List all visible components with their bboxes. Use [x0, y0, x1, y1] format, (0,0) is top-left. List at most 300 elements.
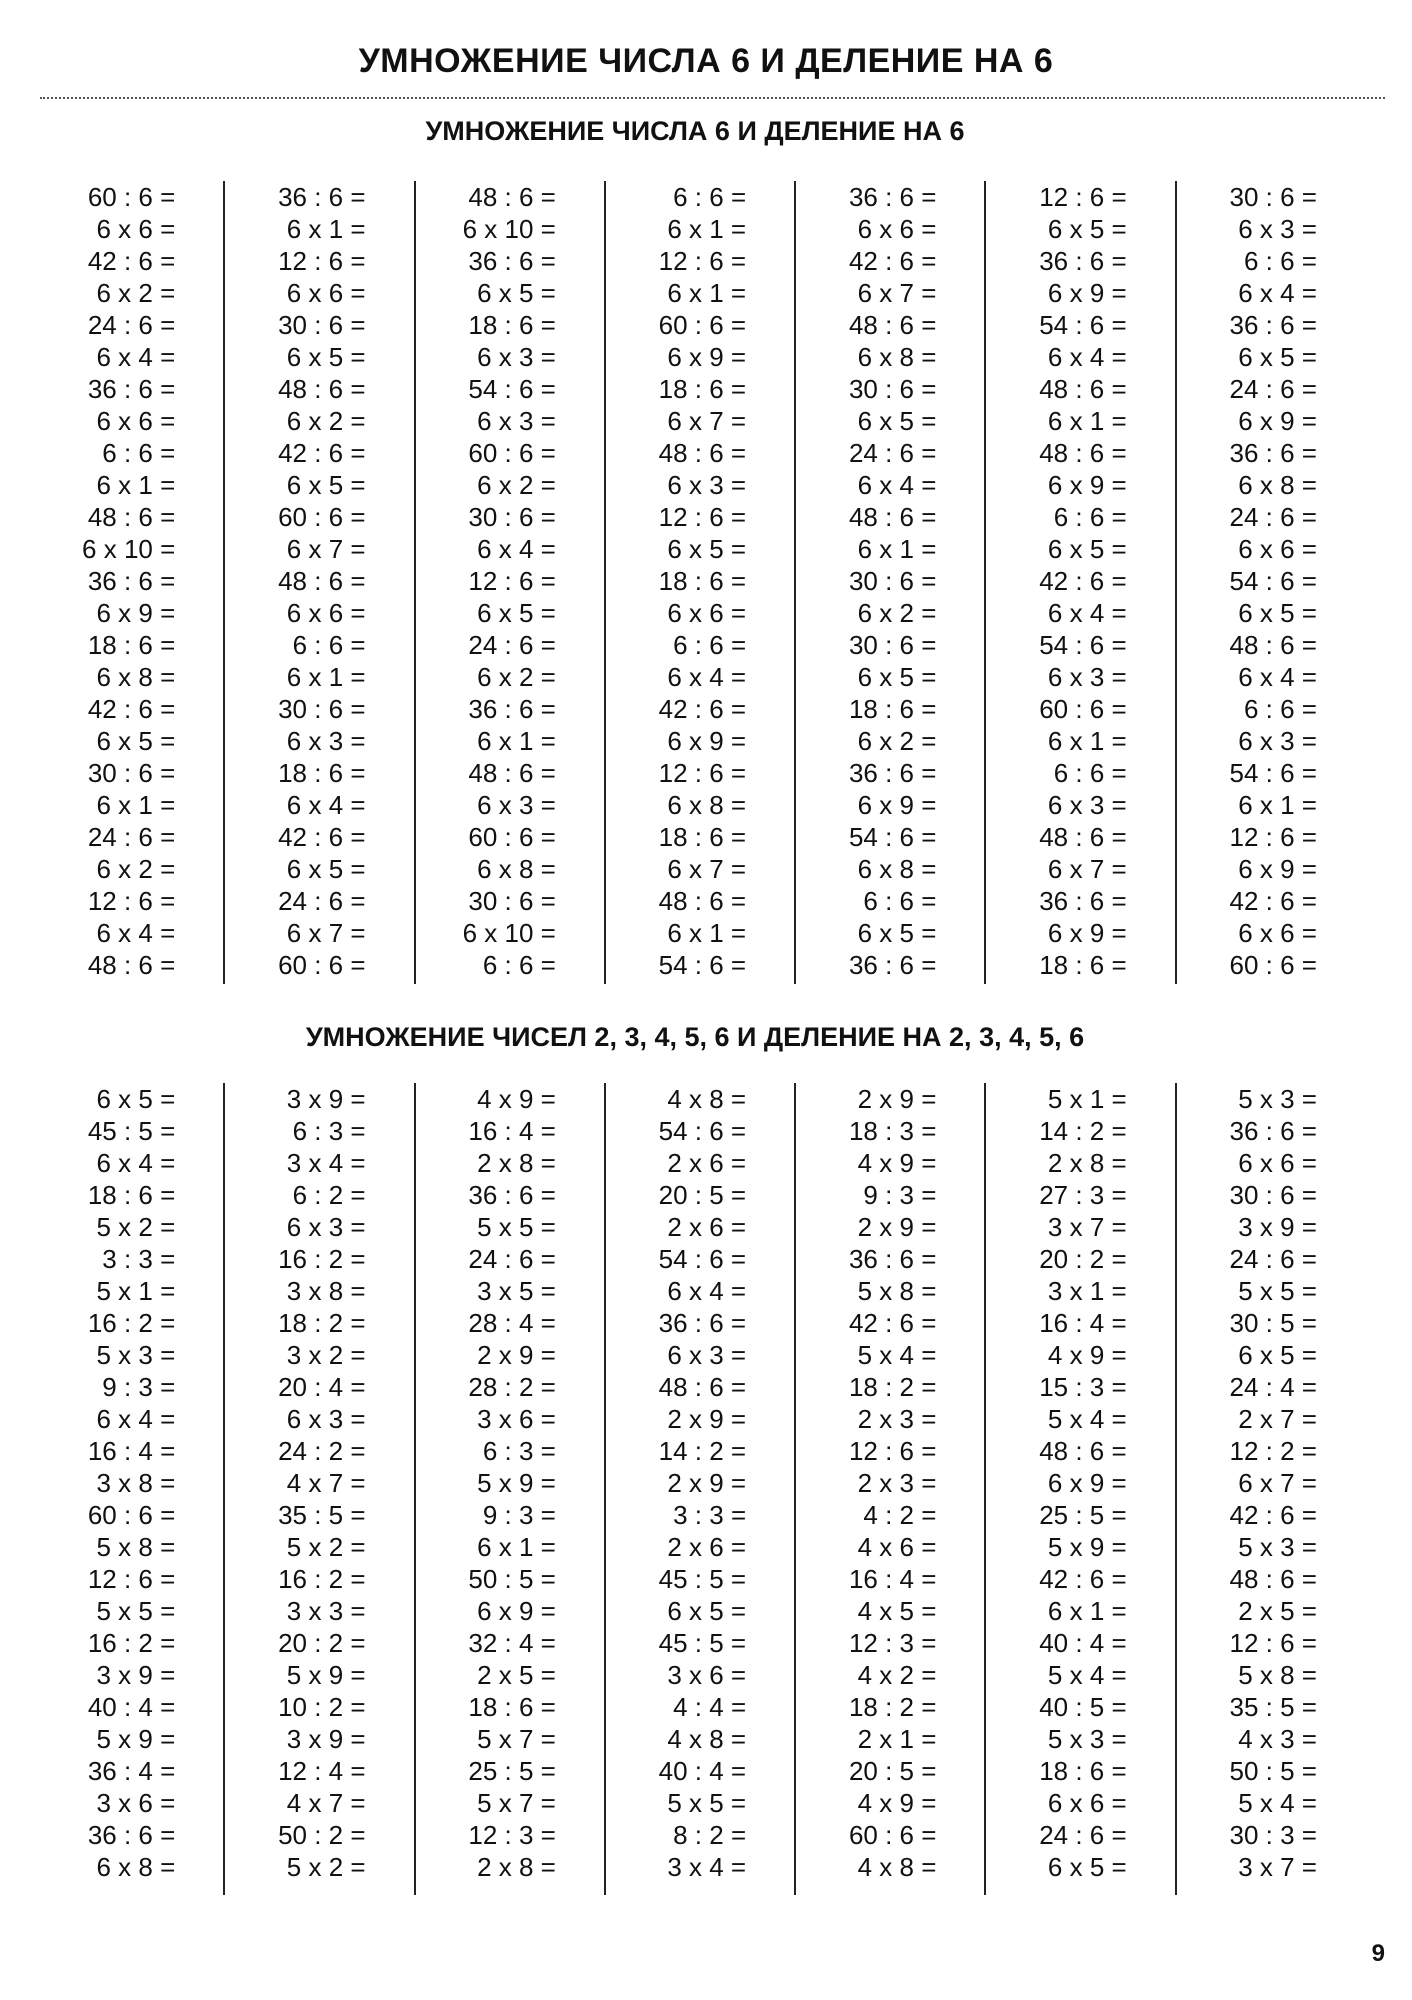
exercise-item: 6 x 1 = — [667, 918, 747, 948]
exercise-item: 3 x 9 = — [286, 1724, 366, 1754]
exercise-item: 2 x 9 = — [857, 1212, 937, 1242]
exercise-item: 2 x 8 = — [477, 1148, 556, 1178]
exercise-item: 6 : 6 = — [1053, 502, 1127, 532]
exercise-item: 6 x 7 = — [286, 918, 366, 948]
exercise-item: 6 x 1 = — [477, 726, 556, 756]
exercise-item: 6 x 4 = — [667, 662, 747, 692]
section-1-exercise-grid — [35, 181, 1365, 984]
exercise-item: 40 : 5 = — [1039, 1692, 1127, 1722]
exercise-column — [606, 181, 796, 984]
exercise-item: 28 : 4 = — [468, 1308, 556, 1338]
exercise-item: 6 x 9 = — [667, 726, 747, 756]
section-2-exercise-grid — [35, 1083, 1365, 1895]
exercise-item: 48 : 6 = — [468, 758, 556, 788]
exercise-item: 6 x 3 = — [286, 1404, 366, 1434]
exercise-item: 48 : 6 = — [468, 182, 556, 212]
exercise-item: 18 : 6 = — [468, 310, 556, 340]
exercise-item: 10 : 2 = — [278, 1692, 366, 1722]
exercise-item: 30 : 6 = — [468, 502, 556, 532]
exercise-item: 5 x 4 = — [857, 1340, 937, 1370]
exercise-column — [796, 1083, 986, 1895]
exercise-item: 2 x 5 = — [477, 1660, 556, 1690]
exercise-item: 48 : 6 = — [1039, 438, 1127, 468]
exercise-item: 6 x 1 = — [667, 278, 747, 308]
exercise-item: 12 : 3 = — [848, 1628, 937, 1658]
exercise-item: 48 : 6 = — [1039, 822, 1127, 852]
exercise-item: 6 x 6 = — [857, 214, 937, 244]
exercise-item: 5 x 8 = — [96, 1532, 176, 1562]
exercise-item: 3 x 4 = — [667, 1852, 747, 1882]
exercise-item: 42 : 6 = — [278, 438, 366, 468]
exercise-item: 6 x 3 = — [477, 790, 556, 820]
exercise-item: 6 x 6 = — [1238, 918, 1317, 948]
exercise-item: 24 : 4 = — [1229, 1372, 1317, 1402]
exercise-item: 54 : 6 = — [848, 822, 937, 852]
exercise-item: 16 : 2 = — [87, 1628, 176, 1658]
exercise-item: 48 : 6 = — [658, 438, 747, 468]
exercise-item: 18 : 6 = — [658, 566, 747, 596]
exercise-item: 36 : 6 = — [1229, 1116, 1317, 1146]
exercise-item: 8 : 2 = — [673, 1820, 747, 1850]
exercise-item: 42 : 6 = — [87, 694, 176, 724]
exercise-item: 6 x 1 = — [286, 214, 366, 244]
exercise-item: 36 : 6 = — [1039, 886, 1127, 916]
exercise-item: 6 x 6 = — [96, 214, 176, 244]
exercise-item: 6 x 6 = — [1238, 534, 1317, 564]
exercise-item: 6 x 7 = — [1238, 1468, 1317, 1498]
exercise-item: 6 x 1 = — [286, 662, 366, 692]
exercise-item: 3 x 6 = — [667, 1660, 747, 1690]
exercise-item: 9 : 3 = — [102, 1372, 176, 1402]
exercise-item: 2 x 9 = — [667, 1468, 747, 1498]
exercise-item: 6 : 6 = — [292, 630, 366, 660]
exercise-item: 50 : 5 = — [468, 1564, 556, 1594]
exercise-item: 54 : 6 = — [658, 1244, 747, 1274]
exercise-item: 2 x 8 = — [477, 1852, 556, 1882]
exercise-item: 5 x 3 = — [1238, 1532, 1317, 1562]
exercise-column — [35, 1083, 225, 1895]
exercise-item: 24 : 6 = — [1229, 1244, 1317, 1274]
exercise-item: 5 x 7 = — [477, 1724, 556, 1754]
exercise-item: 6 x 5 = — [857, 662, 937, 692]
exercise-item: 6 x 4 = — [96, 342, 176, 372]
exercise-item: 6 x 3 = — [477, 406, 556, 436]
exercise-item: 3 x 6 = — [477, 1404, 556, 1434]
exercise-item: 5 x 1 = — [96, 1276, 176, 1306]
exercise-item: 4 x 3 = — [1238, 1724, 1317, 1754]
exercise-item: 3 x 6 = — [96, 1788, 176, 1818]
exercise-item: 30 : 5 = — [1229, 1308, 1317, 1338]
exercise-item: 54 : 6 = — [658, 1116, 747, 1146]
exercise-item: 6 x 5 = — [96, 726, 176, 756]
exercise-item: 6 x 10 = — [462, 214, 556, 244]
exercise-item: 6 : 6 = — [673, 630, 747, 660]
exercise-item: 3 x 3 = — [286, 1596, 366, 1626]
exercise-item: 36 : 6 = — [87, 1820, 176, 1850]
exercise-item: 6 x 3 = — [1238, 214, 1317, 244]
exercise-item: 6 x 6 = — [286, 598, 366, 628]
exercise-item: 6 x 9 = — [1047, 470, 1127, 500]
exercise-item: 24 : 6 = — [468, 1244, 556, 1274]
exercise-item: 2 x 3 = — [857, 1404, 937, 1434]
exercise-item: 30 : 3 = — [1229, 1820, 1317, 1850]
exercise-item: 48 : 6 = — [658, 1372, 747, 1402]
exercise-item: 48 : 6 = — [1229, 1564, 1317, 1594]
exercise-item: 30 : 6 = — [848, 374, 937, 404]
exercise-item: 6 : 6 = — [102, 438, 176, 468]
exercise-item: 45 : 5 = — [658, 1564, 747, 1594]
exercise-item: 6 x 5 = — [1047, 214, 1127, 244]
exercise-item: 16 : 4 = — [87, 1436, 176, 1466]
exercise-item: 6 x 5 = — [96, 1084, 176, 1114]
exercise-item: 5 x 3 = — [1047, 1724, 1127, 1754]
exercise-item: 4 x 8 = — [667, 1724, 747, 1754]
exercise-item: 6 : 6 = — [673, 182, 747, 212]
exercise-item: 36 : 6 = — [468, 694, 556, 724]
exercise-item: 4 x 8 = — [857, 1852, 937, 1882]
exercise-item: 6 x 6 = — [96, 406, 176, 436]
exercise-item: 36 : 6 = — [658, 1308, 747, 1338]
exercise-item: 3 x 8 = — [286, 1276, 366, 1306]
exercise-item: 6 x 1 = — [1047, 726, 1127, 756]
exercise-item: 6 x 4 = — [667, 1276, 747, 1306]
exercise-item: 4 x 9 = — [1047, 1340, 1127, 1370]
exercise-item: 36 : 6 = — [1229, 438, 1317, 468]
exercise-item: 18 : 6 = — [87, 630, 176, 660]
exercise-item: 2 x 6 = — [667, 1212, 747, 1242]
section-1-title: УМНОЖЕНИЕ ЧИСЛА 6 И ДЕЛЕНИЕ НА 6 — [425, 116, 965, 146]
exercise-item: 6 : 6 = — [1243, 246, 1317, 276]
exercise-item: 4 x 5 = — [857, 1596, 937, 1626]
exercise-item: 6 x 8 = — [667, 790, 747, 820]
exercise-item: 6 x 9 = — [1047, 278, 1127, 308]
exercise-item: 20 : 2 = — [1039, 1244, 1127, 1274]
exercise-item: 12 : 6 = — [1039, 182, 1127, 212]
exercise-item: 6 x 1 = — [96, 790, 176, 820]
exercise-item: 12 : 6 = — [87, 1564, 176, 1594]
exercise-item: 24 : 6 = — [848, 438, 937, 468]
exercise-item: 2 x 8 = — [1047, 1148, 1127, 1178]
exercise-item: 6 x 1 = — [1047, 1596, 1127, 1626]
exercise-item: 5 x 8 = — [1238, 1660, 1317, 1690]
exercise-column — [796, 181, 986, 984]
exercise-item: 12 : 4 = — [278, 1756, 366, 1786]
exercise-item: 48 : 6 = — [278, 374, 366, 404]
exercise-item: 30 : 6 = — [848, 630, 937, 660]
exercise-item: 5 x 5 = — [1238, 1276, 1317, 1306]
exercise-item: 6 x 6 = — [1238, 1148, 1317, 1178]
exercise-item: 6 x 1 = — [857, 534, 937, 564]
exercise-item: 16 : 4 = — [1039, 1308, 1127, 1338]
exercise-item: 60 : 6 = — [468, 822, 556, 852]
exercise-item: 24 : 2 = — [278, 1436, 366, 1466]
exercise-item: 6 x 3 = — [286, 726, 366, 756]
exercise-item: 4 x 9 = — [857, 1148, 937, 1178]
exercise-column — [986, 181, 1176, 984]
exercise-item: 36 : 6 = — [1039, 246, 1127, 276]
exercise-item: 42 : 6 = — [658, 694, 747, 724]
exercise-item: 9 : 3 = — [863, 1180, 937, 1210]
exercise-item: 36 : 6 = — [468, 1180, 556, 1210]
exercise-item: 6 x 5 = — [1238, 598, 1317, 628]
exercise-item: 6 x 1 = — [1047, 406, 1127, 436]
exercise-item: 6 x 1 = — [1238, 790, 1317, 820]
exercise-item: 2 x 9 = — [477, 1340, 556, 1370]
exercise-item: 36 : 6 = — [87, 374, 176, 404]
exercise-item: 40 : 4 = — [658, 1756, 747, 1786]
exercise-item: 45 : 5 = — [658, 1628, 747, 1658]
exercise-item: 6 : 2 = — [292, 1180, 366, 1210]
exercise-column — [1177, 181, 1365, 984]
exercise-item: 6 x 3 = — [1047, 662, 1127, 692]
exercise-item: 6 x 3 = — [286, 1212, 366, 1242]
exercise-item: 2 x 6 = — [667, 1532, 747, 1562]
exercise-item: 9 : 3 = — [482, 1500, 556, 1530]
exercise-item: 2 x 7 = — [1238, 1404, 1317, 1434]
exercise-item: 50 : 5 = — [1229, 1756, 1317, 1786]
exercise-item: 42 : 6 = — [1229, 1500, 1317, 1530]
exercise-item: 36 : 6 = — [848, 758, 937, 788]
exercise-item: 32 : 4 = — [468, 1628, 556, 1658]
exercise-item: 18 : 2 = — [278, 1308, 366, 1338]
exercise-item: 12 : 6 = — [658, 502, 747, 532]
exercise-item: 6 x 8 = — [857, 342, 937, 372]
exercise-item: 5 x 9 = — [1047, 1532, 1127, 1562]
exercise-item: 6 x 4 = — [1238, 662, 1317, 692]
exercise-item: 6 x 7 = — [286, 534, 366, 564]
exercise-item: 24 : 6 = — [87, 822, 176, 852]
exercise-item: 5 x 4 = — [1047, 1404, 1127, 1434]
exercise-item: 54 : 6 = — [468, 374, 556, 404]
exercise-item: 4 x 7 = — [286, 1788, 366, 1818]
exercise-item: 3 x 1 = — [1047, 1276, 1127, 1306]
exercise-item: 16 : 4 = — [848, 1564, 937, 1594]
exercise-item: 5 x 4 = — [1047, 1660, 1127, 1690]
exercise-item: 60 : 6 = — [278, 950, 366, 980]
exercise-item: 18 : 3 = — [848, 1116, 937, 1146]
exercise-item: 20 : 5 = — [848, 1756, 937, 1786]
exercise-item: 6 x 5 = — [667, 1596, 747, 1626]
exercise-item: 18 : 6 = — [468, 1692, 556, 1722]
exercise-item: 6 x 2 = — [477, 470, 556, 500]
page-title: УМНОЖЕНИЕ ЧИСЛА 6 И ДЕЛЕНИЕ НА 6 — [358, 42, 1054, 80]
exercise-item: 24 : 6 = — [1229, 374, 1317, 404]
exercise-item: 6 x 6 = — [667, 598, 747, 628]
exercise-item: 36 : 4 = — [87, 1756, 176, 1786]
exercise-item: 4 : 2 = — [863, 1500, 937, 1530]
exercise-item: 16 : 4 = — [468, 1116, 556, 1146]
exercise-item: 12 : 6 = — [658, 758, 747, 788]
exercise-item: 6 x 10 = — [82, 534, 176, 564]
exercise-item: 15 : 3 = — [1039, 1372, 1127, 1402]
exercise-item: 6 x 8 = — [857, 854, 937, 884]
exercise-item: 6 x 5 = — [477, 598, 556, 628]
exercise-item: 54 : 6 = — [1229, 566, 1317, 596]
exercise-item: 6 : 6 = — [482, 950, 556, 980]
exercise-item: 42 : 6 = — [1229, 886, 1317, 916]
exercise-item: 42 : 6 = — [87, 246, 176, 276]
exercise-item: 60 : 6 = — [87, 1500, 176, 1530]
exercise-item: 30 : 6 = — [278, 694, 366, 724]
exercise-item: 18 : 6 = — [87, 1180, 176, 1210]
exercise-item: 48 : 6 = — [1039, 1436, 1127, 1466]
exercise-item: 6 x 8 = — [96, 1852, 176, 1882]
exercise-item: 2 x 5 = — [1238, 1596, 1317, 1626]
exercise-item: 6 x 4 = — [96, 918, 176, 948]
exercise-item: 5 x 1 = — [1047, 1084, 1127, 1114]
exercise-item: 6 x 5 = — [1238, 1340, 1317, 1370]
exercise-item: 6 : 3 = — [482, 1436, 556, 1466]
exercise-item: 24 : 6 = — [468, 630, 556, 660]
exercise-item: 25 : 5 = — [468, 1756, 556, 1786]
exercise-item: 18 : 6 = — [1039, 1756, 1127, 1786]
exercise-item: 18 : 2 = — [848, 1372, 937, 1402]
exercise-item: 28 : 2 = — [468, 1372, 556, 1402]
exercise-item: 25 : 5 = — [1039, 1500, 1127, 1530]
exercise-item: 3 : 3 = — [102, 1244, 176, 1274]
exercise-item: 48 : 6 = — [848, 502, 937, 532]
exercise-item: 16 : 2 = — [87, 1308, 176, 1338]
exercise-item: 6 x 3 = — [1047, 790, 1127, 820]
exercise-column — [416, 181, 606, 984]
exercise-item: 6 x 5 = — [286, 470, 366, 500]
page-number: 9 — [1371, 1940, 1385, 1967]
exercise-item: 42 : 6 = — [278, 822, 366, 852]
exercise-item: 6 x 4 = — [1047, 342, 1127, 372]
exercise-item: 18 : 2 = — [848, 1692, 937, 1722]
exercise-item: 6 x 4 = — [96, 1404, 176, 1434]
exercise-item: 4 : 4 = — [673, 1692, 747, 1722]
exercise-item: 6 x 9 = — [96, 598, 176, 628]
exercise-item: 2 x 1 = — [857, 1724, 937, 1754]
exercise-item: 6 x 4 = — [857, 470, 937, 500]
exercise-item: 6 x 6 = — [286, 278, 366, 308]
exercise-item: 4 x 8 = — [667, 1084, 747, 1114]
exercise-item: 35 : 5 = — [278, 1500, 366, 1530]
section-2-title: УМНОЖЕНИЕ ЧИСЕЛ 2, 3, 4, 5, 6 И ДЕЛЕНИЕ НА 2, 3, 4, 5, 6 — [305, 1022, 1085, 1052]
exercise-item: 6 x 5 = — [1238, 342, 1317, 372]
exercise-item: 54 : 6 = — [1229, 758, 1317, 788]
exercise-item: 24 : 6 = — [1229, 502, 1317, 532]
exercise-item: 6 x 2 = — [286, 406, 366, 436]
exercise-item: 3 x 4 = — [286, 1148, 366, 1178]
exercise-item: 5 x 3 = — [1238, 1084, 1317, 1114]
exercise-item: 18 : 6 = — [658, 822, 747, 852]
exercise-item: 6 x 4 = — [1238, 278, 1317, 308]
exercise-item: 48 : 6 = — [1039, 374, 1127, 404]
exercise-item: 5 x 4 = — [1238, 1788, 1317, 1818]
exercise-item: 6 x 5 = — [857, 406, 937, 436]
exercise-item: 30 : 6 = — [1229, 1180, 1317, 1210]
exercise-item: 18 : 6 = — [848, 694, 937, 724]
exercise-item: 6 x 1 = — [96, 470, 176, 500]
exercise-item: 3 x 9 = — [1238, 1212, 1317, 1242]
exercise-item: 30 : 6 = — [1229, 182, 1317, 212]
exercise-item: 27 : 3 = — [1039, 1180, 1127, 1210]
exercise-item: 30 : 6 = — [468, 886, 556, 916]
exercise-item: 6 x 5 = — [477, 278, 556, 308]
exercise-item: 40 : 4 = — [1039, 1628, 1127, 1658]
exercise-item: 6 x 3 = — [477, 342, 556, 372]
exercise-item: 5 x 9 = — [286, 1660, 366, 1690]
exercise-item: 5 x 2 = — [96, 1212, 176, 1242]
exercise-item: 6 x 7 = — [857, 278, 937, 308]
exercise-item: 60 : 6 = — [278, 502, 366, 532]
exercise-item: 40 : 4 = — [87, 1692, 176, 1722]
exercise-column — [416, 1083, 606, 1895]
exercise-item: 30 : 6 = — [87, 758, 176, 788]
exercise-item: 14 : 2 = — [658, 1436, 747, 1466]
exercise-item: 20 : 2 = — [278, 1628, 366, 1658]
exercise-item: 42 : 6 = — [1039, 1564, 1127, 1594]
exercise-item: 6 x 2 = — [857, 598, 937, 628]
exercise-item: 5 x 9 = — [96, 1724, 176, 1754]
exercise-item: 36 : 6 = — [278, 182, 366, 212]
exercise-item: 48 : 6 = — [87, 502, 176, 532]
exercise-item: 24 : 6 = — [278, 886, 366, 916]
exercise-item: 6 x 9 = — [1047, 1468, 1127, 1498]
exercise-item: 42 : 6 = — [848, 1308, 937, 1338]
exercise-item: 48 : 6 = — [658, 886, 747, 916]
exercise-item: 60 : 6 = — [1039, 694, 1127, 724]
exercise-item: 6 x 5 = — [286, 854, 366, 884]
exercise-item: 6 x 8 = — [477, 854, 556, 884]
exercise-item: 6 x 1 = — [477, 1532, 556, 1562]
exercise-item: 60 : 6 = — [1229, 950, 1317, 980]
exercise-item: 5 x 7 = — [477, 1788, 556, 1818]
exercise-item: 3 : 3 = — [673, 1500, 747, 1530]
exercise-item: 12 : 6 = — [87, 886, 176, 916]
exercise-item: 12 : 6 = — [658, 246, 747, 276]
exercise-item: 12 : 6 = — [468, 566, 556, 596]
exercise-item: 3 x 7 = — [1047, 1212, 1127, 1242]
exercise-item: 6 : 6 = — [1243, 694, 1317, 724]
exercise-item: 36 : 6 = — [87, 566, 176, 596]
exercise-item: 4 x 9 = — [477, 1084, 556, 1114]
exercise-item: 6 x 7 = — [667, 854, 747, 884]
exercise-item: 36 : 6 = — [848, 182, 937, 212]
exercise-item: 3 x 5 = — [477, 1276, 556, 1306]
exercise-item: 24 : 6 = — [1039, 1820, 1127, 1850]
exercise-item: 3 x 2 = — [286, 1340, 366, 1370]
exercise-item: 60 : 6 = — [658, 310, 747, 340]
exercise-item: 6 x 9 = — [857, 790, 937, 820]
exercise-item: 6 x 2 = — [96, 854, 176, 884]
exercise-item: 36 : 6 = — [468, 246, 556, 276]
exercise-item: 6 : 6 = — [863, 886, 937, 916]
exercise-column — [225, 1083, 415, 1895]
exercise-item: 48 : 6 = — [1229, 630, 1317, 660]
exercise-item: 2 x 3 = — [857, 1468, 937, 1498]
exercise-item: 3 x 9 = — [286, 1084, 366, 1114]
exercise-item: 42 : 6 = — [848, 246, 937, 276]
exercise-item: 20 : 5 = — [658, 1180, 747, 1210]
exercise-item: 6 x 7 = — [1047, 854, 1127, 884]
exercise-item: 4 x 6 = — [857, 1532, 937, 1562]
exercise-item: 5 x 2 = — [286, 1532, 366, 1562]
exercise-item: 5 x 5 = — [96, 1596, 176, 1626]
exercise-item: 3 x 9 = — [96, 1660, 176, 1690]
exercise-item: 6 x 9 = — [1238, 406, 1317, 436]
exercise-item: 4 x 2 = — [857, 1660, 937, 1690]
exercise-item: 5 x 8 = — [857, 1276, 937, 1306]
exercise-item: 5 x 2 = — [286, 1852, 366, 1882]
exercise-item: 54 : 6 = — [1039, 310, 1127, 340]
exercise-item: 6 x 5 = — [1047, 1852, 1127, 1882]
exercise-item: 54 : 6 = — [658, 950, 747, 980]
exercise-item: 20 : 4 = — [278, 1372, 366, 1402]
exercise-item: 5 x 9 = — [477, 1468, 556, 1498]
